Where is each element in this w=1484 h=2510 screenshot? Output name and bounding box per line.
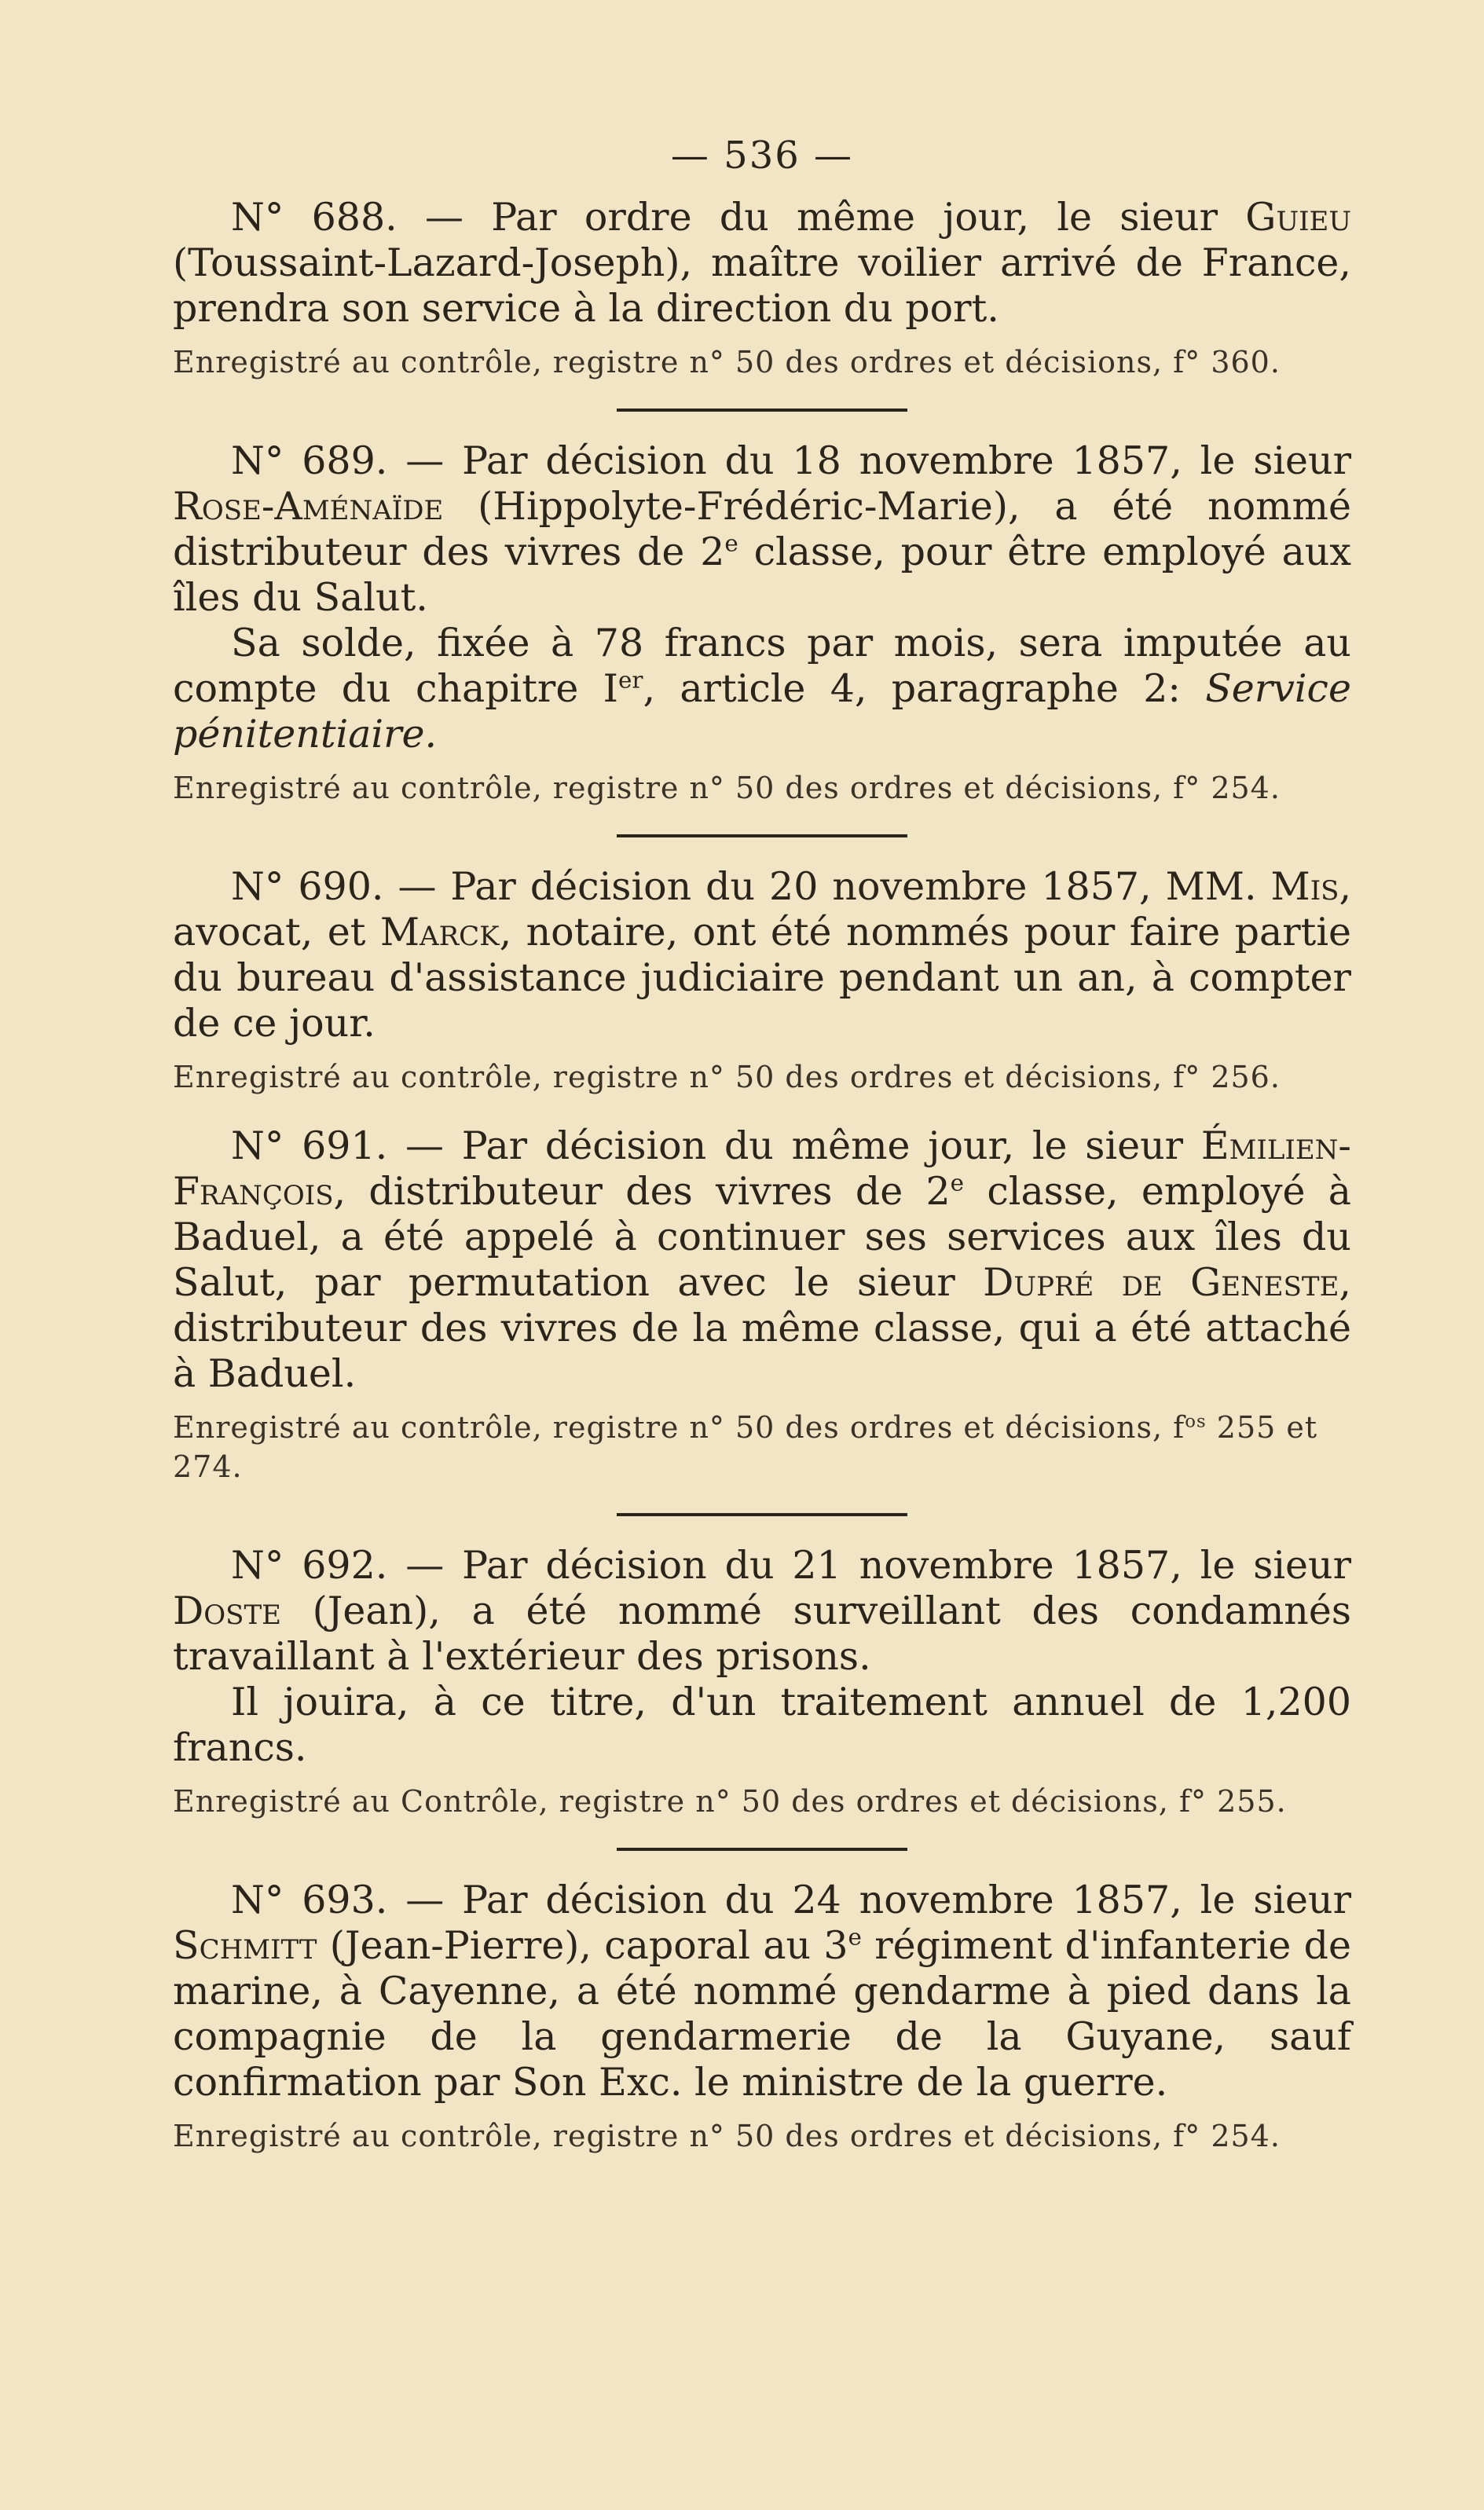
separator-rule (617, 1848, 907, 1851)
entry-690 (173, 864, 1351, 1097)
entry-691 (173, 1123, 1351, 1486)
person-name: Rose-Aménaïde (173, 484, 444, 529)
entry-691-text: N° 691. — Par décision du même jour, le sieur Émilien-François, distributeur des vivres de 2e classe, employé à Baduel, a été appelé à continuer ses services aux îles du Salut, par permutation avec le sieur Dupré de Geneste, distributeur des vivres de la même classe, qui a été attaché à Baduel. (173, 1123, 1351, 1396)
person-name: Guieu (1245, 195, 1351, 240)
registration-note: Enregistré au Contrôle, registre n° 50 des ordres et décisions, f° 255. (173, 1784, 1287, 1819)
entry-690-text: N° 690. — Par décision du 20 novembre 1857, MM. Mis, avocat, et Marck, notaire, ont été nommés pour faire partie du bureau d'assistance judiciaire pendant un an, à compter de ce jour. (173, 864, 1352, 1046)
separator-rule (617, 834, 907, 837)
entry-number: N° 689. (231, 438, 388, 483)
separator-rule (617, 409, 907, 412)
registration-note: Enregistré au contrôle, registre n° 50 des ordres et décisions, $f^{os}$ 255 et 274. (173, 1410, 1318, 1484)
person-name: Émilien-François (173, 1123, 1351, 1214)
registration-note: Enregistré au contrôle, registre n° 50 des ordres et décisions, f° 254. (173, 2119, 1281, 2153)
entry-number: N° 692. (231, 1543, 388, 1588)
person-name: Dupré de Geneste (983, 1260, 1339, 1305)
entry-693 (173, 1878, 1351, 2156)
entry-693-text: N° 693. — Par décision du 24 novembre 1857, le sieur Schmitt (Jean-Pierre), caporal au 3e régiment d'infanterie de marine, à Cayenne, a été nommé gendarme à pied dans la compagnie de la gendarmerie de la Guyane, sauf confirmation par Son Exc. le ministre de la guerre. (173, 1878, 1351, 2105)
registration-note: Enregistré au contrôle, registre n° 50 des ordres et décisions, f° 256. (173, 1060, 1281, 1094)
entry-689 (173, 438, 1351, 808)
entry-688-text: N° 688. — Par ordre du même jour, le sieur Guieu (Toussaint-Lazard-Joseph), maître voilier arrivé de France, prendra son service à la direction du port. (173, 195, 1351, 331)
person-name: Mis (1270, 864, 1339, 909)
person-name: Marck (379, 910, 500, 955)
spacer (173, 1097, 1351, 1123)
entry-689-text-2: Sa solde, fixée à 78 francs par mois, sera imputée au compte du chapitre Ier, article 4, paragraphe 2: Service pénitentiaire. (173, 621, 1351, 757)
entry-692-text-2: Il jouira, à ce titre, d'un traitement annuel de 1,200 francs. (173, 1680, 1351, 1770)
registration-note: Enregistré au contrôle, registre n° 50 des ordres et décisions, f° 360. (173, 345, 1281, 379)
person-name: Schmitt (173, 1923, 317, 1968)
page (173, 134, 1351, 2156)
entry-number: N° 690. (231, 864, 384, 909)
page-number: — 536 — (670, 134, 854, 178)
entry-688 (173, 195, 1351, 382)
registration-note: Enregistré au contrôle, registre n° 50 des ordres et décisions, f° 254. (173, 771, 1281, 805)
entry-689-text: N° 689. — Par décision du 18 novembre 1857, le sieur Rose-Aménaïde (Hippolyte-Frédéric-Marie), a été nommé distributeur des vivres de 2e classe, pour être employé aux îles du Salut. (173, 438, 1351, 620)
entry-number: N° 691. (231, 1123, 388, 1168)
entry-692 (173, 1543, 1351, 1821)
entry-number: N° 693. (231, 1878, 388, 1922)
person-name: Doste (173, 1588, 281, 1633)
separator-rule (617, 1513, 907, 1516)
entry-692-text: N° 692. — Par décision du 21 novembre 1857, le sieur Doste (Jean), a été nommé surveillant des condamnés travaillant à l'extérieur des prisons. (173, 1543, 1351, 1679)
entry-number: N° 688. (231, 195, 398, 240)
